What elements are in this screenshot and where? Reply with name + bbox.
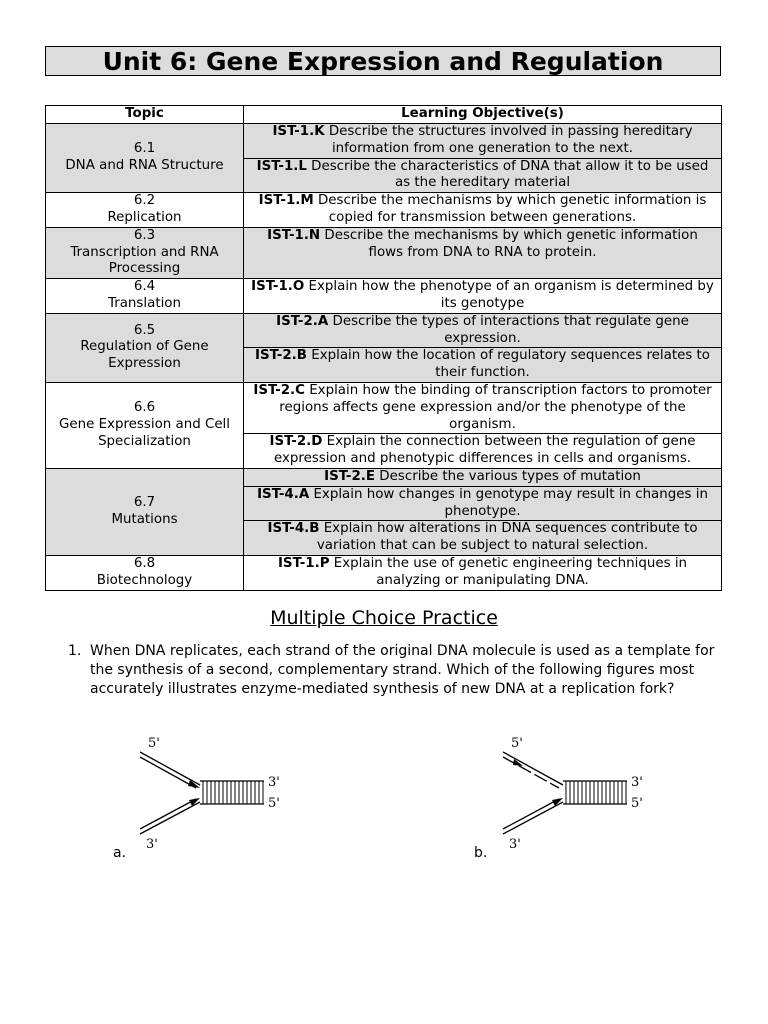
label-3-prime-right: 3' [268,775,280,790]
objective-cell [244,227,722,278]
table-row [46,124,722,159]
objective-code: IST-2.B [255,348,307,364]
label-3-prime-bottom: 3' [509,837,521,852]
objective-text: Describe the structures involved in passing hereditary information from one generation to the next. [324,124,693,156]
label-3-prime-bottom: 3' [146,837,158,852]
topic-name: DNA and RNA Structure [65,158,224,174]
topic-cell [46,468,244,555]
label-5-prime-top: 5' [511,736,523,751]
topic-number: 6.3 [133,227,156,243]
topic-cell [46,227,244,278]
objective-cell [244,124,722,159]
objective-code: IST-1.P [277,555,330,571]
objective-text: Explain how the phenotype of an organism is determined by its genotype [304,279,714,311]
objective-cell [244,158,722,193]
objective-code: IST-4.B [267,521,320,537]
objective-code: IST-1.N [267,227,321,243]
topic-number: 6.1 [133,141,156,157]
objective-text: Describe the various types of mutation [375,468,641,484]
topic-number: 6.7 [133,495,156,511]
lower-parent-strand [503,802,563,834]
topic-number: 6.4 [133,279,156,295]
topic-cell [46,279,244,314]
label-5-prime-right: 5' [631,796,643,811]
header-objectives: Learning Objective(s) [244,106,722,124]
objective-code: IST-2.C [253,382,305,398]
topic-number: 6.5 [133,322,156,338]
objective-cell [244,348,722,383]
topic-cell [46,193,244,228]
objective-cell [244,468,722,486]
table-row [46,555,722,590]
lower-new-strand [140,799,196,829]
objective-cell [244,382,722,433]
objective-code: IST-2.D [269,434,323,450]
upper-new-strand [140,757,196,788]
learning-objectives-table [45,105,722,591]
objective-cell [244,279,722,314]
table-row [46,313,722,348]
topic-number: 6.2 [133,193,156,209]
topic-number: 6.6 [133,400,156,416]
topic-cell [46,313,244,382]
label-3-prime-right: 3' [631,775,643,790]
question-number: 1. [68,643,82,659]
table-row [46,279,722,314]
table-row [46,193,722,228]
objective-cell [244,486,722,521]
topic-name: Replication [107,209,182,225]
objective-text: Explain how the location of regulatory sequences relates to their function. [306,348,710,381]
objective-text: Describe the mechanisms by which genetic information flows from DNA to RNA to protein. [320,227,698,260]
table-header-row [46,106,722,124]
objective-text: Describe the types of interactions that regulate gene expression. [328,313,689,346]
objective-code: IST-1.M [258,193,314,209]
objective-code: IST-1.O [251,279,305,295]
topic-name: Mutations [111,511,178,527]
header-topic: Topic [46,106,244,124]
table-row [46,227,722,278]
topic-name: Transcription and RNA Processing [70,244,219,277]
objective-cell [244,313,722,348]
question-1 [68,642,728,699]
objective-code: IST-4.A [257,486,310,502]
topic-cell [46,555,244,590]
objective-text: Describe the characteristics of DNA that allow it to be used as the hereditary material [306,158,709,191]
topic-number: 6.8 [133,555,156,571]
objective-text: Explain how alterations in DNA sequences contribute to variation that can be subject to natural selection. [316,521,698,554]
table-row [46,382,722,433]
objective-cell [244,434,722,469]
question-text: When DNA replicates, each strand of the original DNA molecule is used as a template for the synthesis of a second, complementary strand. Which of the following figures most accurately illustrates enzyme-mediated synthesis of new DNA at a replication fork? [90,643,715,697]
label-5-prime-right: 5' [268,796,280,811]
option-a-label: a. [113,845,127,861]
topic-cell [46,124,244,193]
topic-name: Gene Expression and Cell Specialization [58,417,231,449]
objective-text: Describe the mechanisms by which genetic information is copied for transmission between generations. [313,193,707,225]
label-5-prime-top: 5' [148,736,160,751]
option-b-label: b. [474,845,488,861]
upper-parent-strand [503,752,563,785]
upper-okazaki-fragments [503,757,559,788]
objective-cell [244,521,722,556]
objective-code: IST-1.L [256,158,307,174]
objective-text: Explain the use of genetic engineering techniques in analyzing or manipulating DNA. [329,555,688,588]
base-pair-rungs [566,781,626,804]
objective-code: IST-1.K [272,124,325,139]
topic-name: Regulation of Gene Expression [80,339,209,372]
replication-fork-figure-a [130,730,300,855]
objective-text: Explain how changes in genotype may result in changes in phenotype. [309,486,708,519]
lower-new-strand [503,799,559,829]
objective-cell [244,555,722,590]
objective-code: IST-2.E [324,468,376,484]
page-title: Unit 6: Gene Expression and Regulation [45,46,721,76]
section-heading: Multiple Choice Practice [270,607,498,629]
objective-code: IST-2.A [276,313,329,329]
objective-cell [244,193,722,228]
objective-text: Explain the connection between the regulation of gene expression and phenotypic differences in cells and organisms. [273,434,696,467]
replication-fork-figure-b [493,730,663,855]
upper-parent-strand [140,752,200,785]
topic-cell [46,382,244,468]
objective-text: Explain how the binding of transcription factors to promoter regions affects gene expression and/or the phenotype of the organism. [279,382,712,432]
base-pair-rungs [203,781,263,804]
topic-name: Biotechnology [96,572,193,588]
topic-name: Translation [108,295,181,311]
lower-parent-strand [140,802,200,834]
table-row [46,468,722,486]
